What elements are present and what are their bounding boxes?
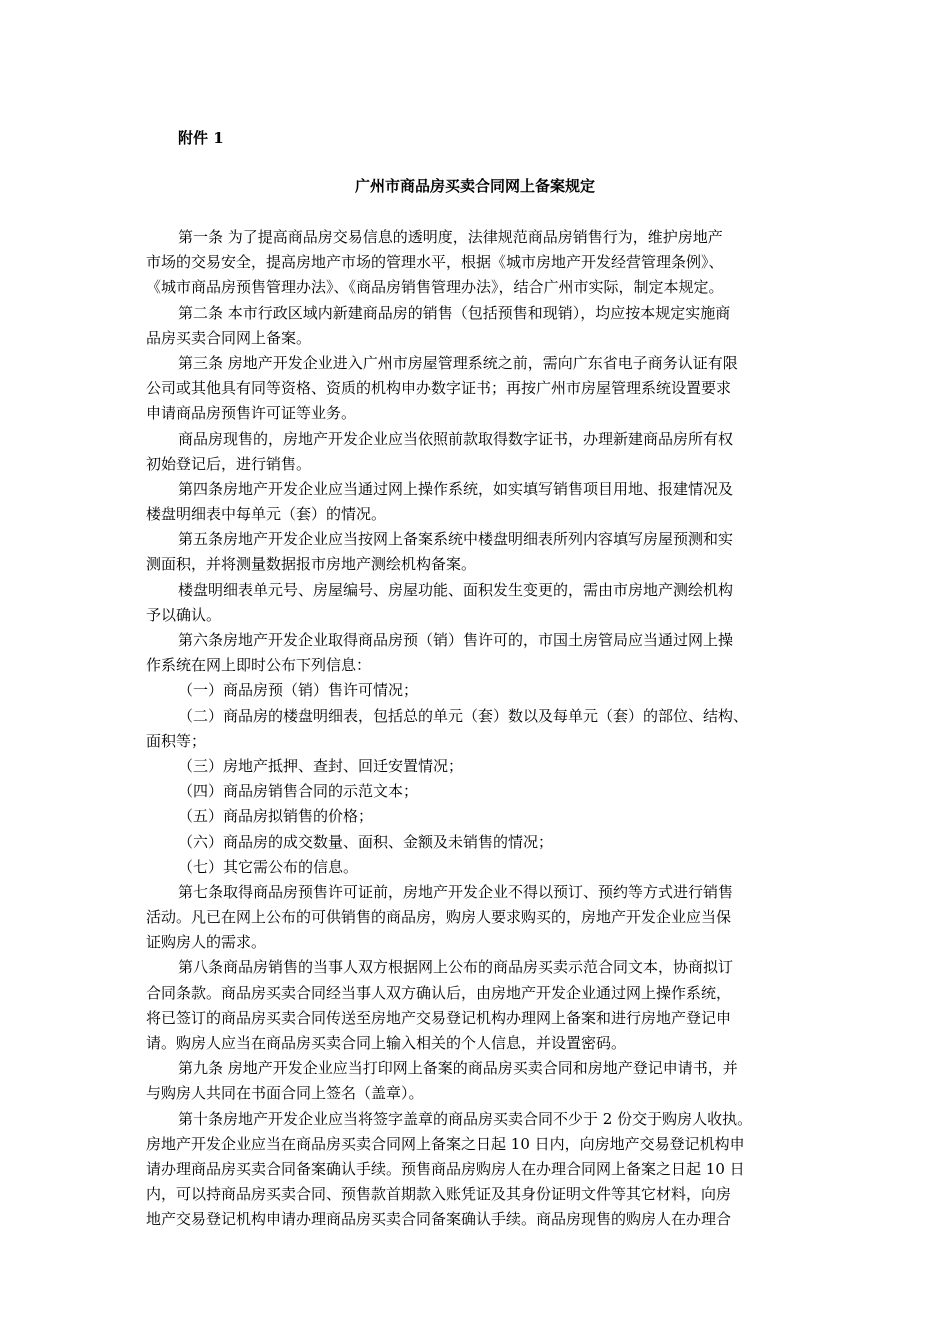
text-line: 第七条取得商品房预售许可证前，房地产开发企业不得以预订、预约等方式进行销售 bbox=[178, 882, 734, 901]
text-line: 第五条房地产开发企业应当按网上备案系统中楼盘明细表所列内容填写房屋预测和实 bbox=[178, 530, 734, 549]
text-line: （六）商品房的成交数量、面积、金额及未销售的情况； bbox=[178, 832, 554, 851]
text-line: 第二条 本市行政区域内新建商品房的销售（包括预售和现销），均应按本规定实施商 bbox=[178, 303, 731, 322]
text-line: 地产交易登记机构申请办理商品房买卖合同备案确认手续。商品房现售的购房人在办理合 bbox=[146, 1210, 732, 1229]
text-line: 初始登记后，进行销售。 bbox=[146, 454, 312, 473]
text-line: 内，可以持商品房买卖合同、预售款首期款入账凭证及其身份证明文件等其它材料，向房 bbox=[146, 1185, 732, 1204]
text-line: 市场的交易安全，提高房地产市场的管理水平，根据《城市房地产开发经营管理条例》、 bbox=[146, 253, 724, 272]
text-line: （七）其它需公布的信息。 bbox=[178, 857, 359, 876]
text-line: 公司或其他具有同等资格、资质的机构申办数字证书；再按广州市房屋管理系统设置要求 bbox=[146, 379, 732, 398]
text-line: 面积等； bbox=[146, 731, 207, 750]
text-line: 合同条款。商品房买卖合同经当事人双方确认后，由房地产开发企业通过网上操作系统， bbox=[146, 983, 732, 1002]
text-line: 第十条房地产开发企业应当将签字盖章的商品房买卖合同不少于 2 份交于购房人收执。 bbox=[178, 1109, 753, 1128]
text-line: （四）商品房销售合同的示范文本； bbox=[178, 782, 419, 801]
text-line: （二）商品房的楼盘明细表，包括总的单元（套）数以及每单元（套）的部位、结构、 bbox=[178, 706, 749, 725]
text-line: 楼盘明细表单元号、房屋编号、房屋功能、面积发生变更的，需由市房地产测绘机构 bbox=[178, 580, 734, 599]
text-line: 第九条 房地产开发企业应当打印网上备案的商品房买卖合同和房地产登记申请书，并 bbox=[178, 1059, 738, 1078]
text-line: 楼盘明细表中每单元（套）的情况。 bbox=[146, 505, 387, 524]
text-line: 第六条房地产开发企业取得商品房预（销）售许可的，市国土房管局应当通过网上操 bbox=[178, 631, 734, 649]
text-line: 品房买卖合同网上备案。 bbox=[146, 328, 312, 347]
text-line: 第一条 为了提高商品房交易信息的透明度，法律规范商品房销售行为，维护房地产 bbox=[178, 228, 723, 246]
text-line: 请。购房人应当在商品房买卖合同上输入相关的个人信息，并设置密码。 bbox=[146, 1034, 627, 1052]
text-line: 《城市商品房预售管理办法》、《商品房销售管理办法》，结合广州市实际，制定本规定。 bbox=[146, 278, 724, 297]
text-line: 请办理商品房买卖合同备案确认手续。预售商品房购房人在办理合同网上备案之日起 10 日 bbox=[146, 1159, 745, 1178]
text-line: （一）商品房预（销）售许可情况； bbox=[178, 681, 419, 700]
text-line: （三）房地产抵押、查封、回迁安置情况； bbox=[178, 756, 464, 775]
text-line: 将已签订的商品房买卖合同传送至房地产交易登记机构办理网上备案和进行房地产登记申 bbox=[146, 1008, 732, 1027]
text-line: 第三条 房地产开发企业进入广州市房屋管理系统之前，需向广东省电子商务认证有限 bbox=[178, 353, 738, 372]
text-line: 作系统在网上即时公布下列信息： bbox=[146, 656, 372, 675]
attachment-label: 附件 1 bbox=[178, 129, 224, 147]
document-body bbox=[146, 225, 821, 1233]
text-line: 与购房人共同在书面合同上签名（盖章）。 bbox=[146, 1084, 424, 1103]
text-line: 申请商品房预售许可证等业务。 bbox=[146, 404, 357, 423]
text-line: 商品房现售的，房地产开发企业应当依照前款取得数字证书，办理新建商品房所有权 bbox=[178, 429, 734, 448]
document-title: 广州市商品房买卖合同网上备案规定 bbox=[354, 177, 595, 195]
text-line: 第八条商品房销售的当事人双方根据网上公布的商品房买卖示范合同文本，协商拟订 bbox=[178, 958, 734, 977]
text-line: 第四条房地产开发企业应当通过网上操作系统，如实填写销售项目用地、报建情况及 bbox=[178, 479, 734, 498]
text-line: 测面积，并将测量数据报市房地产测绘机构备案。 bbox=[146, 555, 477, 574]
text-line: 证购房人的需求。 bbox=[146, 933, 267, 952]
text-line: 予以确认。 bbox=[146, 605, 222, 624]
text-line: 活动。凡已在网上公布的可供销售的商品房，购房人要求购买的，房地产开发企业应当保 bbox=[146, 908, 732, 927]
text-line: （五）商品房拟销售的价格； bbox=[178, 807, 374, 826]
text-line: 房地产开发企业应当在商品房买卖合同网上备案之日起 10 日内，向房地产交易登记机构申 bbox=[146, 1134, 745, 1153]
